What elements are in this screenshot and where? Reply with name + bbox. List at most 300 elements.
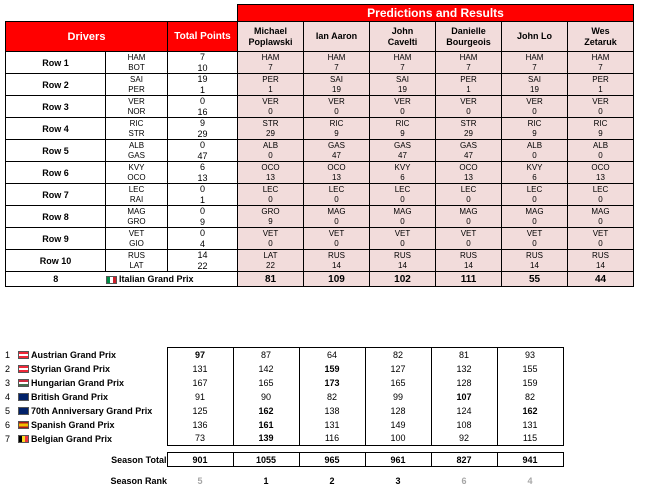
person-header-4 — [502, 22, 568, 52]
pick-code: MAG — [502, 206, 568, 217]
pick-code: RIC — [304, 118, 370, 129]
person-header-3-line1: Danielle — [451, 26, 486, 37]
pick-code: GAS — [370, 140, 436, 151]
pick-value: 9 — [238, 217, 304, 228]
pick-value: 0 — [304, 239, 370, 250]
pick-code: KVY — [370, 162, 436, 173]
belgium-flag-icon — [18, 435, 29, 443]
italy-flag-icon — [106, 276, 117, 284]
pick-value: 9 — [370, 129, 436, 140]
row-label: Row 1 — [6, 52, 106, 74]
pick-value: 0 — [568, 239, 634, 250]
pick-code: ALB — [568, 140, 634, 151]
driver-code: SAI — [106, 74, 168, 85]
race-score: 99 — [365, 390, 431, 404]
race-name: Spanish Grand Prix — [31, 419, 115, 430]
person-header-5-line2: Zetaruk — [584, 36, 617, 47]
season-total-row — [5, 453, 563, 467]
season-total-value: 901 — [167, 453, 233, 467]
pick-code: SAI — [502, 74, 568, 85]
driver-points: 9 — [168, 217, 238, 228]
pick-value: 0 — [238, 195, 304, 206]
pick-code: VER — [436, 96, 502, 107]
pick-code: VER — [502, 96, 568, 107]
row-label: Row 3 — [6, 96, 106, 118]
pick-value: 9 — [502, 129, 568, 140]
pick-value: 47 — [370, 151, 436, 162]
pick-code: ALB — [502, 140, 568, 151]
race-score: 159 — [497, 376, 563, 390]
pick-value: 0 — [568, 195, 634, 206]
driver-code: STR — [106, 129, 168, 140]
race-score: 159 — [299, 362, 365, 376]
driver-code: BOT — [106, 63, 168, 74]
season-total-value: 965 — [299, 453, 365, 467]
pick-value: 13 — [568, 173, 634, 184]
pick-value: 0 — [238, 107, 304, 118]
pick-value: 14 — [502, 261, 568, 272]
pick-value: 9 — [304, 129, 370, 140]
pick-value: 0 — [436, 195, 502, 206]
pick-code: GAS — [436, 140, 502, 151]
pick-code: HAM — [436, 52, 502, 63]
table-row — [6, 250, 634, 261]
driver-points: 1 — [168, 85, 238, 96]
season-rank-value: 5 — [197, 475, 203, 486]
person-header-5 — [568, 22, 634, 52]
pick-code: LAT — [238, 250, 304, 261]
person-header-5-line1: Wes — [591, 26, 610, 37]
row-label: Row 8 — [6, 206, 106, 228]
pick-value: 0 — [436, 239, 502, 250]
driver-code: VER — [106, 96, 168, 107]
table-header-row — [6, 22, 634, 52]
race-score: 155 — [497, 362, 563, 376]
driver-points: 0 — [168, 140, 238, 151]
row-label: Row 4 — [6, 118, 106, 140]
driver-code: NOR — [106, 107, 168, 118]
table-banner-row — [6, 5, 634, 22]
race-row — [5, 376, 563, 390]
pick-value: 0 — [502, 239, 568, 250]
predictions-title: Predictions and Results — [238, 5, 634, 22]
pick-value: 47 — [436, 151, 502, 162]
pick-code: ALB — [238, 140, 304, 151]
race-score: 128 — [365, 404, 431, 418]
race-number: 6 — [5, 419, 11, 430]
race-flag-cell — [16, 404, 31, 418]
race-score: 124 — [431, 404, 497, 418]
hungary-flag-icon — [18, 379, 29, 387]
person-header-0-line2: Poplawski — [248, 36, 293, 47]
uk-flag-icon — [18, 407, 29, 415]
pick-value: 7 — [568, 63, 634, 74]
pick-value: 19 — [304, 85, 370, 96]
pick-value: 0 — [304, 217, 370, 228]
pick-code: HAM — [238, 52, 304, 63]
pick-value: 0 — [568, 151, 634, 162]
pick-code: VER — [568, 96, 634, 107]
table-row — [6, 184, 634, 195]
current-race-score: 55 — [502, 272, 568, 287]
austria-flag-icon — [18, 351, 29, 359]
race-name: Austrian Grand Prix — [31, 349, 117, 360]
pick-code: PER — [568, 74, 634, 85]
pick-code: SAI — [370, 74, 436, 85]
race-score: 162 — [497, 404, 563, 418]
person-header-1 — [304, 22, 370, 52]
driver-code: LEC — [106, 184, 168, 195]
table-row — [6, 118, 634, 129]
pick-value: 0 — [370, 195, 436, 206]
pick-value: 7 — [370, 63, 436, 74]
pick-value: 0 — [370, 239, 436, 250]
race-score: 138 — [299, 404, 365, 418]
race-score: 116 — [299, 432, 365, 446]
current-race-row — [6, 272, 634, 287]
pick-code: LEC — [502, 184, 568, 195]
pick-value: 0 — [502, 217, 568, 228]
race-score: 127 — [365, 362, 431, 376]
pick-value: 22 — [238, 261, 304, 272]
table-row — [6, 228, 634, 239]
pick-code: VET — [238, 228, 304, 239]
driver-code: VET — [106, 228, 168, 239]
race-score: 73 — [167, 432, 233, 446]
pick-value: 14 — [436, 261, 502, 272]
driver-points: 14 — [168, 250, 238, 261]
race-score: 97 — [167, 348, 233, 362]
race-row — [5, 390, 563, 404]
current-race-name-cell — [106, 272, 238, 287]
driver-points: 10 — [168, 63, 238, 74]
spain-flag-icon — [18, 421, 29, 429]
race-score: 82 — [299, 390, 365, 404]
season-rank-value: 6 — [461, 475, 467, 486]
race-score: 165 — [233, 376, 299, 390]
race-score: 82 — [497, 390, 563, 404]
person-header-1-line1: Ian Aaron — [315, 31, 358, 42]
person-header-2-line2: Cavelti — [387, 36, 418, 47]
current-race-score: 81 — [238, 272, 304, 287]
driver-points: 29 — [168, 129, 238, 140]
current-race-number: 8 — [6, 272, 106, 287]
race-score: 142 — [233, 362, 299, 376]
pick-code: HAM — [304, 52, 370, 63]
pick-code: HAM — [568, 52, 634, 63]
race-name: Belgian Grand Prix — [31, 433, 113, 444]
pick-value: 0 — [436, 217, 502, 228]
race-score: 139 — [233, 432, 299, 446]
driver-points: 9 — [168, 118, 238, 129]
pick-value: 7 — [502, 63, 568, 74]
pick-value: 0 — [502, 107, 568, 118]
pick-code: STR — [238, 118, 304, 129]
pick-code: LEC — [436, 184, 502, 195]
pick-value: 13 — [304, 173, 370, 184]
race-number: 2 — [5, 363, 11, 374]
pick-value: 0 — [436, 107, 502, 118]
season-total-value: 1055 — [233, 453, 299, 467]
pick-value: 29 — [238, 129, 304, 140]
spacer-row — [5, 467, 563, 474]
table-row — [6, 52, 634, 63]
race-row — [5, 432, 563, 446]
driver-points: 19 — [168, 74, 238, 85]
race-flag-cell — [16, 432, 31, 446]
driver-code: KVY — [106, 162, 168, 173]
driver-points: 0 — [168, 228, 238, 239]
season-total-value: 961 — [365, 453, 431, 467]
row-label: Row 5 — [6, 140, 106, 162]
pick-value: 1 — [238, 85, 304, 96]
pick-code: VER — [370, 96, 436, 107]
pick-code: OCO — [238, 162, 304, 173]
race-score: 107 — [431, 390, 497, 404]
race-flag-cell — [16, 418, 31, 432]
race-score: 131 — [299, 418, 365, 432]
driver-points: 47 — [168, 151, 238, 162]
person-header-4-line1: John Lo — [517, 31, 552, 42]
race-score: 128 — [431, 376, 497, 390]
pick-value: 1 — [436, 85, 502, 96]
driver-code: ALB — [106, 140, 168, 151]
pick-code: STR — [436, 118, 502, 129]
pick-code: VET — [304, 228, 370, 239]
season-rank-value: 4 — [527, 475, 533, 486]
driver-points: 1 — [168, 195, 238, 206]
pick-code: RIC — [370, 118, 436, 129]
driver-code: GAS — [106, 151, 168, 162]
row-label: Row 7 — [6, 184, 106, 206]
season-total-value: 941 — [497, 453, 563, 467]
current-race-score: 109 — [304, 272, 370, 287]
race-name: British Grand Prix — [31, 391, 109, 402]
pick-code: RUS — [304, 250, 370, 261]
pick-code: MAG — [568, 206, 634, 217]
race-score: 87 — [233, 348, 299, 362]
driver-code: RAI — [106, 195, 168, 206]
pick-value: 47 — [304, 151, 370, 162]
race-number: 5 — [5, 405, 11, 416]
pick-code: SAI — [304, 74, 370, 85]
driver-code: OCO — [106, 173, 168, 184]
person-header-0-line1: Michael — [253, 26, 287, 37]
season-rank-value: 1 — [263, 475, 269, 486]
pick-value: 14 — [568, 261, 634, 272]
current-race-score-best: 111 — [436, 272, 502, 287]
driver-points: 6 — [168, 162, 238, 173]
pick-code: HAM — [502, 52, 568, 63]
pick-code: VET — [568, 228, 634, 239]
race-score: 108 — [431, 418, 497, 432]
season-rank-label: Season Rank — [110, 475, 167, 486]
pick-code: HAM — [370, 52, 436, 63]
pick-code: RUS — [436, 250, 502, 261]
pick-code: RUS — [568, 250, 634, 261]
pick-code: VET — [502, 228, 568, 239]
uk-flag-icon — [18, 393, 29, 401]
driver-code: PER — [106, 85, 168, 96]
race-score: 115 — [497, 432, 563, 446]
season-total-label: Season Total — [111, 454, 167, 465]
pick-code: RIC — [568, 118, 634, 129]
pick-value: 0 — [238, 239, 304, 250]
pick-code: OCO — [436, 162, 502, 173]
driver-points: 0 — [168, 184, 238, 195]
race-score: 132 — [431, 362, 497, 376]
row-label: Row 10 — [6, 250, 106, 272]
pick-value: 0 — [502, 151, 568, 162]
pick-value: 14 — [370, 261, 436, 272]
pick-code: GRO — [238, 206, 304, 217]
person-header-3 — [436, 22, 502, 52]
pick-value: 29 — [436, 129, 502, 140]
season-races-table — [5, 347, 564, 488]
race-score: 136 — [167, 418, 233, 432]
drivers-header: Drivers — [6, 22, 168, 52]
pick-code: GAS — [304, 140, 370, 151]
race-row — [5, 348, 563, 362]
pick-value: 6 — [502, 173, 568, 184]
driver-points: 0 — [168, 206, 238, 217]
season-rank-value: 3 — [395, 475, 401, 486]
race-score: 82 — [365, 348, 431, 362]
spacer-row — [5, 446, 563, 453]
race-score: 91 — [167, 390, 233, 404]
race-score: 167 — [167, 376, 233, 390]
current-race-name: Italian Grand Prix — [119, 274, 194, 284]
pick-code: LEC — [238, 184, 304, 195]
pick-value: 7 — [238, 63, 304, 74]
pick-code: OCO — [304, 162, 370, 173]
table-row — [6, 96, 634, 107]
pick-code: MAG — [370, 206, 436, 217]
race-number: 7 — [5, 433, 11, 444]
driver-code: RUS — [106, 250, 168, 261]
current-race-score: 102 — [370, 272, 436, 287]
race-score: 92 — [431, 432, 497, 446]
race-row — [5, 418, 563, 432]
pick-value: 0 — [238, 151, 304, 162]
austria-flag-icon — [18, 365, 29, 373]
row-label: Row 2 — [6, 74, 106, 96]
race-name: Styrian Grand Prix — [31, 363, 111, 374]
race-score: 125 — [167, 404, 233, 418]
pick-value: 19 — [502, 85, 568, 96]
current-race-score: 44 — [568, 272, 634, 287]
pick-code: RUS — [502, 250, 568, 261]
person-header-2 — [370, 22, 436, 52]
pick-value: 0 — [304, 195, 370, 206]
race-number: 3 — [5, 377, 11, 388]
pick-code: RIC — [502, 118, 568, 129]
race-score: 149 — [365, 418, 431, 432]
pick-code: LEC — [568, 184, 634, 195]
row-label: Row 6 — [6, 162, 106, 184]
season-rank-value: 2 — [329, 475, 335, 486]
race-score: 165 — [365, 376, 431, 390]
pick-value: 0 — [568, 107, 634, 118]
season-total-value: 827 — [431, 453, 497, 467]
pick-code: PER — [238, 74, 304, 85]
pick-code: RUS — [370, 250, 436, 261]
race-name: Hungarian Grand Prix — [31, 377, 125, 388]
pick-code: VER — [238, 96, 304, 107]
pick-code: LEC — [304, 184, 370, 195]
driver-points: 13 — [168, 173, 238, 184]
row-label: Row 9 — [6, 228, 106, 250]
race-name: 70th Anniversary Grand Prix — [31, 405, 153, 416]
driver-code: HAM — [106, 52, 168, 63]
table-row — [6, 74, 634, 85]
driver-code: GIO — [106, 239, 168, 250]
driver-code: MAG — [106, 206, 168, 217]
race-flag-cell — [16, 390, 31, 404]
pick-value: 13 — [238, 173, 304, 184]
pick-code: PER — [436, 74, 502, 85]
pick-value: 13 — [436, 173, 502, 184]
pick-value: 0 — [568, 217, 634, 228]
race-flag-cell — [16, 362, 31, 376]
table-row — [6, 140, 634, 151]
driver-points: 4 — [168, 239, 238, 250]
pick-code: LEC — [370, 184, 436, 195]
pick-code: MAG — [304, 206, 370, 217]
pick-value: 6 — [370, 173, 436, 184]
race-row — [5, 404, 563, 418]
pick-value: 0 — [370, 217, 436, 228]
pick-code: VER — [304, 96, 370, 107]
race-score: 173 — [299, 376, 365, 390]
pick-code: OCO — [568, 162, 634, 173]
pick-value: 19 — [370, 85, 436, 96]
race-score: 131 — [167, 362, 233, 376]
race-score: 64 — [299, 348, 365, 362]
person-header-3-line2: Bourgeois — [446, 36, 491, 47]
race-number: 4 — [5, 391, 11, 402]
driver-points: 0 — [168, 96, 238, 107]
table-row — [6, 162, 634, 173]
pick-code: VET — [436, 228, 502, 239]
person-header-0 — [238, 22, 304, 52]
race-number: 1 — [5, 349, 11, 360]
pick-value: 7 — [436, 63, 502, 74]
pick-value: 9 — [568, 129, 634, 140]
season-rank-row — [5, 474, 563, 488]
race-flag-cell — [16, 376, 31, 390]
pick-code: KVY — [502, 162, 568, 173]
total-points-header: Total Points — [168, 22, 238, 52]
pick-value: 0 — [502, 195, 568, 206]
pick-code: MAG — [436, 206, 502, 217]
pick-value: 0 — [304, 107, 370, 118]
race-score: 100 — [365, 432, 431, 446]
pick-value: 14 — [304, 261, 370, 272]
race-score: 131 — [497, 418, 563, 432]
table-row — [6, 206, 634, 217]
driver-code: GRO — [106, 217, 168, 228]
driver-code: LAT — [106, 261, 168, 272]
race-row — [5, 362, 563, 376]
driver-points: 7 — [168, 52, 238, 63]
race-score: 93 — [497, 348, 563, 362]
pick-value: 7 — [304, 63, 370, 74]
race-score: 81 — [431, 348, 497, 362]
race-score: 161 — [233, 418, 299, 432]
driver-points: 16 — [168, 107, 238, 118]
pick-code: VET — [370, 228, 436, 239]
